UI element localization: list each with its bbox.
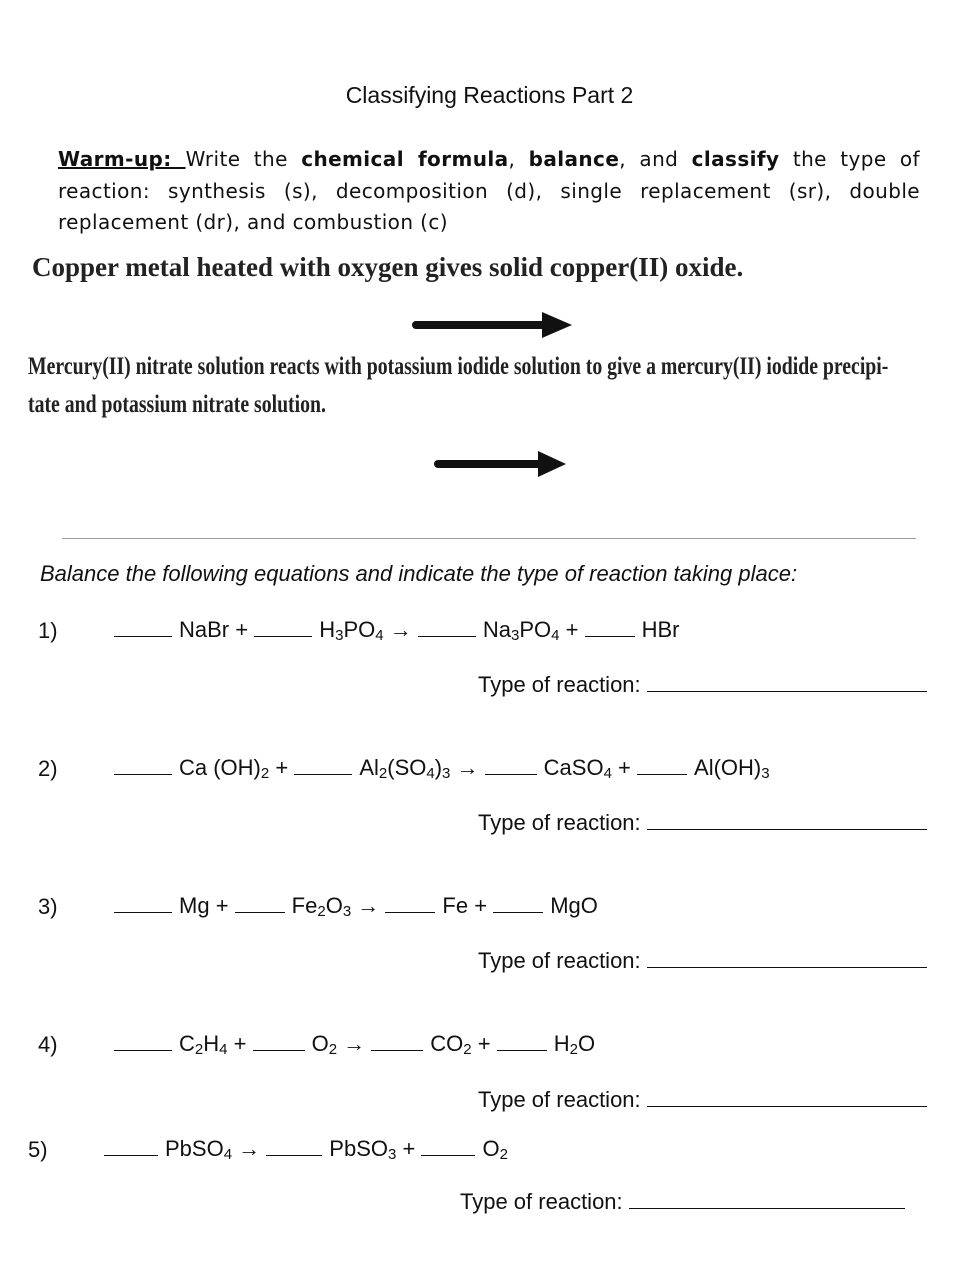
product bbox=[554, 1031, 595, 1056]
plus-sign: + bbox=[275, 755, 289, 780]
formula-part: PbSO bbox=[329, 1136, 388, 1161]
equation-4 bbox=[114, 1031, 595, 1057]
coefficient-blank[interactable] bbox=[493, 894, 543, 913]
equation-1 bbox=[114, 617, 679, 643]
coefficient-blank[interactable] bbox=[114, 618, 172, 637]
word-problem-2-line-1: Mercury(II) nitrate solution reacts with potassium iodide solution to give a mercury(II) iodide precipi- bbox=[28, 353, 889, 380]
subscript: 2 bbox=[260, 765, 270, 782]
formula-part: CaSO bbox=[543, 755, 604, 780]
word-problem-2-line-2: tate and potassium nitrate solution. bbox=[28, 391, 326, 418]
plus-sign: + bbox=[235, 617, 249, 642]
product bbox=[329, 1136, 396, 1161]
formula-part: PbSO bbox=[165, 1136, 224, 1161]
plus-sign: + bbox=[618, 755, 631, 780]
warmup-label: Warm-up: bbox=[58, 147, 186, 171]
type-label: Type of reaction: bbox=[460, 1189, 623, 1214]
subscript: 2 bbox=[569, 1041, 578, 1058]
product bbox=[694, 755, 770, 780]
formula-part: (SO bbox=[387, 755, 427, 780]
subscript: 4 bbox=[426, 765, 435, 782]
type-answer-blank[interactable] bbox=[647, 811, 927, 830]
coefficient-blank[interactable] bbox=[114, 894, 172, 913]
coefficient-blank[interactable] bbox=[421, 1137, 475, 1156]
equation-number: 1) bbox=[38, 618, 58, 643]
subscript: 3 bbox=[335, 627, 344, 644]
plus-sign: + bbox=[215, 893, 229, 918]
product bbox=[544, 755, 612, 780]
reactant bbox=[319, 617, 383, 642]
coefficient-blank[interactable] bbox=[235, 894, 285, 913]
reaction-arrow-icon: → bbox=[238, 1136, 261, 1161]
reaction-arrow-icon: → bbox=[357, 893, 380, 918]
formula-part: H bbox=[203, 1031, 220, 1056]
type-label: Type of reaction: bbox=[478, 672, 641, 697]
subscript: 3 bbox=[510, 627, 520, 644]
product: MgO bbox=[550, 893, 598, 918]
subscript: 2 bbox=[463, 1041, 472, 1058]
product bbox=[483, 617, 560, 642]
formula-part: H bbox=[553, 1031, 570, 1056]
coefficient-blank[interactable] bbox=[294, 756, 352, 775]
coefficient-blank[interactable] bbox=[114, 1032, 172, 1051]
reactant bbox=[312, 1031, 337, 1056]
plus-sign: + bbox=[565, 617, 579, 642]
type-answer-blank[interactable] bbox=[647, 949, 927, 968]
coefficient-blank[interactable] bbox=[266, 1137, 322, 1156]
coefficient-blank[interactable] bbox=[254, 618, 312, 637]
formula-part: PO bbox=[343, 617, 376, 642]
equation-number: 3) bbox=[38, 894, 58, 919]
equation-5 bbox=[104, 1136, 508, 1162]
formula-part: ) bbox=[434, 755, 443, 780]
type-of-reaction-3 bbox=[478, 948, 927, 974]
formula-part: C bbox=[179, 1031, 195, 1056]
plus-sign: + bbox=[477, 1031, 491, 1056]
subscript: 4 bbox=[223, 1146, 233, 1163]
type-label: Type of reaction: bbox=[478, 948, 641, 973]
subscript: 2 bbox=[378, 765, 388, 782]
reactant: NaBr bbox=[179, 617, 230, 642]
type-of-reaction-5 bbox=[460, 1189, 905, 1215]
product: Fe bbox=[442, 893, 469, 918]
product bbox=[430, 1031, 471, 1056]
product: HBr bbox=[641, 617, 680, 642]
coefficient-blank[interactable] bbox=[253, 1032, 305, 1051]
formula-part: O bbox=[311, 1031, 329, 1056]
coefficient-blank[interactable] bbox=[418, 618, 476, 637]
word-problem-2 bbox=[28, 348, 968, 424]
reactant: Mg bbox=[179, 893, 210, 918]
formula-part: O bbox=[482, 1136, 500, 1161]
equation-number: 4) bbox=[38, 1032, 58, 1057]
product bbox=[482, 1136, 507, 1161]
coefficient-blank[interactable] bbox=[371, 1032, 423, 1051]
coefficient-blank[interactable] bbox=[585, 618, 635, 637]
subscript: 4 bbox=[551, 627, 560, 644]
warmup-text: Write the bbox=[185, 147, 302, 171]
reaction-arrow-icon: → bbox=[343, 1031, 366, 1056]
formula-part: CO bbox=[430, 1031, 464, 1056]
warmup-instructions bbox=[58, 144, 920, 239]
subscript: 2 bbox=[317, 903, 326, 920]
equation-number: 2) bbox=[38, 756, 58, 781]
subscript: 4 bbox=[603, 765, 612, 782]
type-label: Type of reaction: bbox=[478, 1087, 641, 1112]
coefficient-blank[interactable] bbox=[497, 1032, 547, 1051]
type-of-reaction-2 bbox=[478, 810, 927, 836]
arrow-icon bbox=[432, 446, 566, 482]
reactant bbox=[359, 755, 450, 780]
reactant bbox=[165, 1136, 232, 1161]
warmup-text: , and bbox=[619, 147, 692, 171]
warmup-text: , bbox=[508, 147, 529, 171]
coefficient-blank[interactable] bbox=[637, 756, 687, 775]
page-title: Classifying Reactions Part 2 bbox=[345, 82, 634, 108]
type-answer-blank[interactable] bbox=[647, 673, 927, 692]
formula-part: Fe bbox=[291, 893, 318, 918]
coefficient-blank[interactable] bbox=[385, 894, 435, 913]
equation-number: 5) bbox=[28, 1137, 48, 1162]
type-answer-blank[interactable] bbox=[647, 1088, 927, 1107]
equation-2 bbox=[114, 755, 770, 781]
coefficient-blank[interactable] bbox=[104, 1137, 158, 1156]
reactant bbox=[179, 1031, 227, 1056]
formula-part: H bbox=[319, 617, 336, 642]
plus-sign: + bbox=[474, 893, 488, 918]
reaction-arrow-icon: → bbox=[456, 755, 479, 780]
subscript: 3 bbox=[388, 1146, 397, 1163]
formula-part: O bbox=[325, 893, 343, 918]
formula-part: PO bbox=[519, 617, 552, 642]
arrow-icon bbox=[410, 305, 572, 343]
reactant bbox=[292, 893, 352, 918]
formula-part: Al bbox=[359, 755, 379, 780]
warmup-text: the type of reaction: synthesis (s), decomposition (d), single replacement (sr), double replacement (dr), and combustion (c) bbox=[58, 147, 920, 234]
subscript: 2 bbox=[499, 1146, 508, 1163]
type-of-reaction-1 bbox=[478, 672, 927, 698]
type-of-reaction-4 bbox=[478, 1087, 927, 1113]
warmup-bold-classify: classify bbox=[691, 147, 780, 171]
subscript: 4 bbox=[219, 1041, 228, 1058]
subscript: 2 bbox=[194, 1041, 204, 1058]
formula-part: Na bbox=[482, 617, 511, 642]
subscript: 4 bbox=[375, 627, 384, 644]
plus-sign: + bbox=[233, 1031, 247, 1056]
plus-sign: + bbox=[402, 1136, 416, 1161]
formula-part: Ca (OH) bbox=[179, 755, 261, 780]
warmup-bold-balance: balance bbox=[528, 147, 620, 171]
reactant bbox=[179, 755, 269, 780]
subscript: 3 bbox=[342, 903, 352, 920]
coefficient-blank[interactable] bbox=[114, 756, 172, 775]
section-instructions: Balance the following equations and indicate the type of reaction taking place: bbox=[40, 561, 798, 586]
warmup-bold-formula: chemical formula bbox=[301, 147, 509, 171]
subscript: 2 bbox=[328, 1041, 338, 1058]
formula-part: Al(OH) bbox=[694, 755, 762, 780]
subscript: 3 bbox=[442, 765, 451, 782]
word-problem-1: Copper metal heated with oxygen gives solid copper(II) oxide. bbox=[32, 252, 744, 282]
type-label: Type of reaction: bbox=[478, 810, 641, 835]
formula-part: O bbox=[577, 1031, 596, 1056]
equation-3 bbox=[114, 893, 598, 919]
divider bbox=[62, 538, 916, 539]
coefficient-blank[interactable] bbox=[485, 756, 537, 775]
reaction-arrow-icon: → bbox=[389, 617, 412, 642]
type-answer-blank[interactable] bbox=[629, 1190, 905, 1209]
subscript: 3 bbox=[761, 765, 770, 782]
